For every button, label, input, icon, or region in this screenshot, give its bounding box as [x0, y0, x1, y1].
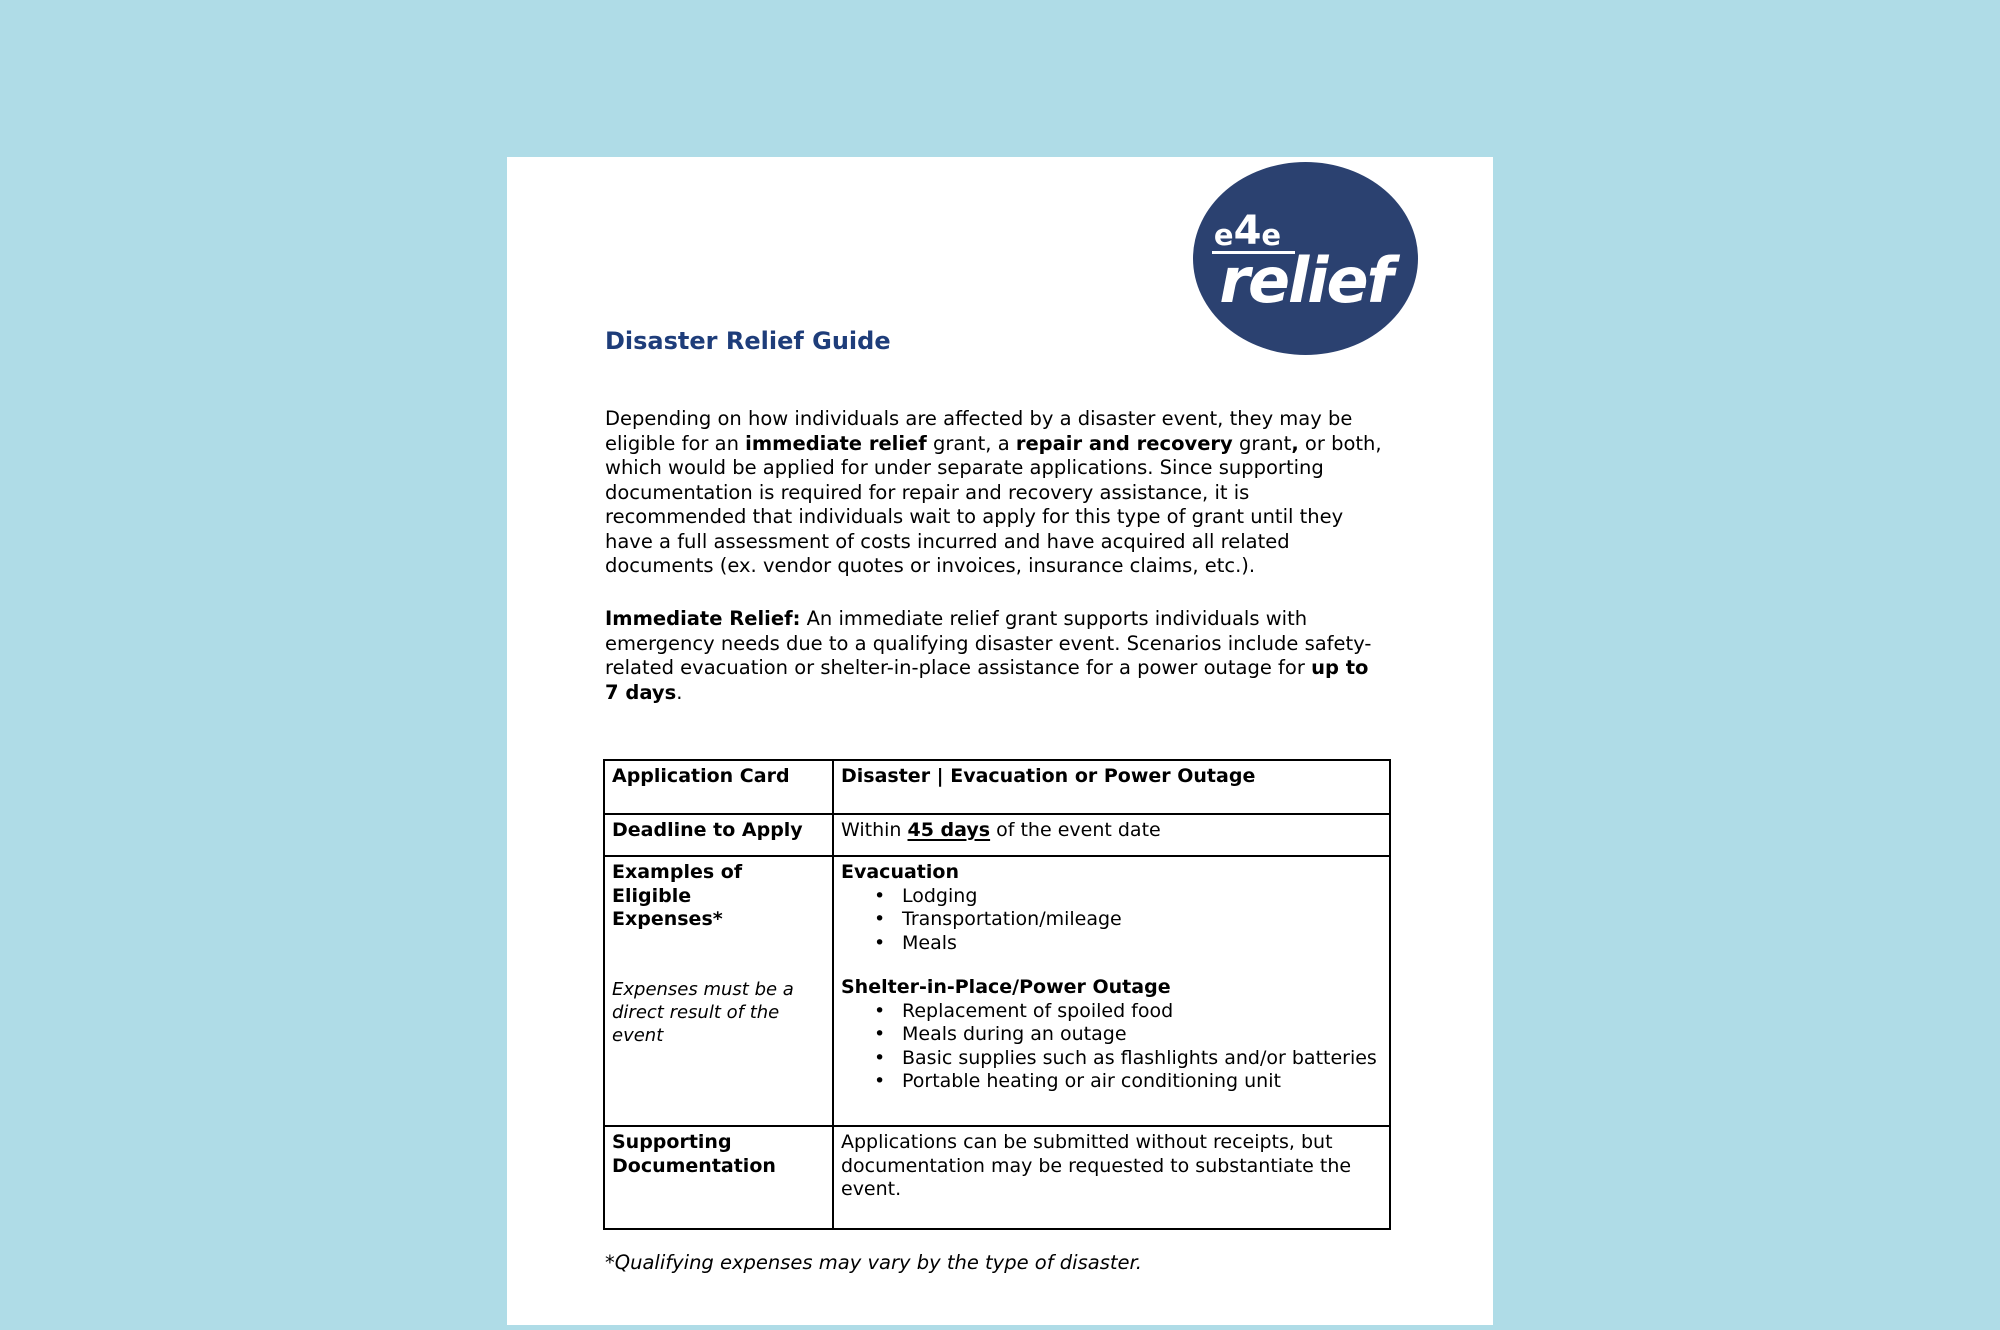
table-row-supporting-documentation — [604, 1126, 1390, 1229]
intro-text-1: Depending on how individuals are affected by a disaster event, they may be eligible for an — [605, 407, 1353, 455]
table-row-eligible-expenses — [604, 856, 1390, 1126]
list-item: • Meals — [841, 932, 1381, 956]
eligible-expenses-label-cell — [604, 856, 833, 1126]
immediate-relief-bold-days: up to 7 days — [605, 656, 1369, 704]
immediate-relief-text: An immediate relief grant supports individuals with emergency needs due to a qualifying disaster event. Scenarios include safety-related evacuation or shelter-in-place assistance for a power outage for — [605, 607, 1372, 679]
deadline-text-post: of the event date — [990, 819, 1161, 841]
shelter-section-title: Shelter-in-Place/Power Outage — [841, 976, 1171, 998]
shelter-section — [841, 976, 1381, 1094]
list-item: • Basic supplies such as flashlights and/or batteries — [841, 1047, 1381, 1071]
deadline-45-days: 45 days — [907, 819, 991, 841]
logo-digit-4: 4 — [1233, 207, 1262, 254]
supporting-documentation-label-cell — [604, 1126, 833, 1229]
intro-bold-immediate-relief: immediate relief — [745, 431, 927, 455]
immediate-relief-heading: Immediate Relief: — [605, 607, 801, 630]
evacuation-list — [841, 885, 1381, 956]
relief-details-table — [603, 759, 1391, 1230]
evacuation-section-title: Evacuation — [841, 861, 959, 883]
immediate-relief-period: . — [676, 680, 683, 704]
list-item: • Transportation/mileage — [841, 908, 1381, 932]
intro-text-2: grant, a — [926, 431, 1016, 455]
application-card-label-cell — [604, 760, 833, 814]
list-item: • Replacement of spoiled food — [841, 1000, 1381, 1024]
deadline-label-cell — [604, 814, 833, 856]
logo-letter-e1: e — [1213, 217, 1234, 252]
application-card-value: Disaster | Evacuation or Power Outage — [841, 765, 1256, 787]
shelter-list — [841, 1000, 1381, 1094]
deadline-label: Deadline to Apply — [612, 819, 803, 841]
logo-letter-e2: e — [1261, 217, 1282, 252]
application-card-label: Application Card — [612, 765, 790, 787]
application-card-value-cell — [833, 760, 1390, 814]
e4e-relief-logo — [1193, 162, 1418, 355]
table-row-deadline — [604, 814, 1390, 856]
table-row-application-card — [604, 760, 1390, 814]
list-item: • Portable heating or air conditioning unit — [841, 1070, 1381, 1094]
eligible-expenses-label: Examples of Eligible Expenses* — [612, 861, 743, 930]
eligible-expenses-value-cell — [833, 856, 1390, 1126]
intro-text-4: or both, which would be applied for under separate applications. Since supporting documentation is required for repair and recovery assistance, it is recommended that individuals wait to apply for this type of grant until they have a full assessment of costs incurred and have acquired all related documents (ex. vendor quotes or invoices, insurance claims, etc.). — [605, 431, 1382, 577]
intro-paragraph — [605, 407, 1387, 579]
qualifying-expenses-footnote: *Qualifying expenses may vary by the type of disaster. — [605, 1251, 1142, 1274]
supporting-documentation-label: Supporting Documentation — [612, 1131, 776, 1177]
eligible-expenses-note: Expenses must be a direct result of the event — [612, 978, 794, 1046]
page-title: Disaster Relief Guide — [605, 327, 891, 355]
intro-text-3: grant — [1232, 431, 1292, 455]
list-item: • Lodging — [841, 885, 1381, 909]
supporting-documentation-value: Applications can be submitted without receipts, but documentation may be requested to substantiate the event. — [841, 1131, 1352, 1200]
deadline-value-cell — [833, 814, 1390, 856]
immediate-relief-paragraph — [605, 607, 1387, 705]
deadline-text-pre: Within — [841, 819, 908, 841]
document-page — [507, 157, 1493, 1325]
list-item: • Meals during an outage — [841, 1023, 1381, 1047]
logo-relief-text: relief — [1219, 243, 1392, 317]
intro-bold-comma: , — [1291, 431, 1299, 455]
supporting-documentation-value-cell — [833, 1126, 1390, 1229]
intro-bold-repair-recovery: repair and recovery — [1015, 431, 1233, 455]
